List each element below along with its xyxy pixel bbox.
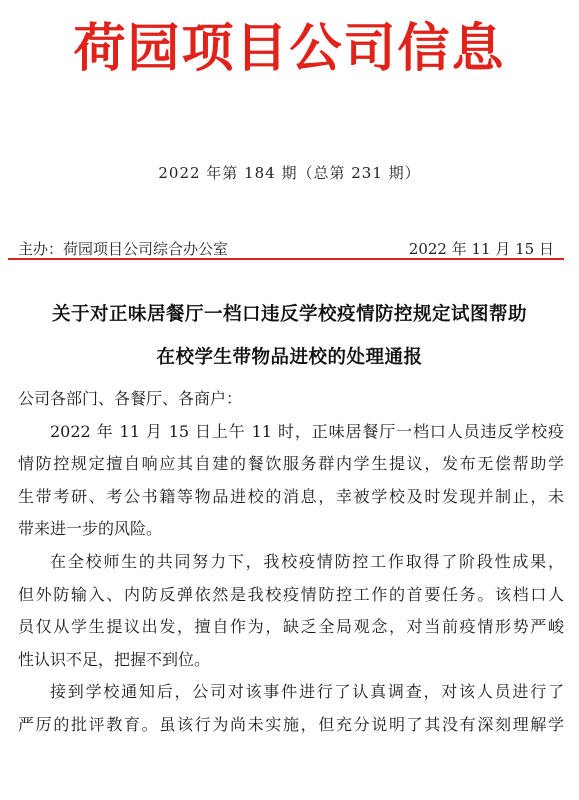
issue-date: 2022 年 11 月 15 日 [408,240,554,258]
salutation: 公司各部门、各餐厅、各商户： [18,389,243,408]
red-divider [8,258,564,260]
paragraph-2-line-3: 员仅从学生提议出发，擅自作为，缺乏全局观念，对当前疫情形势严峻 [18,617,564,637]
paragraph-2-line-4: 性认识不足，把握不到位。 [18,649,211,669]
masthead-title: 荷园项目公司信息 [73,18,506,79]
paragraph-2-line-2: 但外防输入、内防反弹依然是我校疫情防控工作的首要任务。该档口人 [18,584,564,604]
notice-title-line-2: 在校学生带物品进校的处理通报 [156,347,423,368]
paragraph-1-line-2: 情防控规定擅自响应其自建的餐饮服务群内学生提议，发布无偿帮助学 [18,454,564,474]
notice-body [18,383,564,742]
paragraph-1-line-1: 2022 年 11 月 15 日上午 11 时，正味居餐厅一档口人员违反学校疫 [50,421,564,441]
paragraph-1-line-3: 生带考研、考公书籍等物品进校的消息，幸被学校及时发现并制止，未 [18,486,564,506]
issue-number: 2022 年第 184 期（总第 231 期） [158,164,421,182]
sponsor-label: 主办：荷园项目公司综合办公室 [18,240,229,258]
sponsor-row [18,238,554,258]
paragraph-1-line-4: 带来进一步的风险。 [18,519,163,539]
paragraph-2-line-1: 在全校师生的共同努力下，我校疫情防控工作取得了阶段性成果， [50,551,564,571]
paragraph-3-line-2: 严厉的批评教育。虽该行为尚未实施，但充分说明了其没有深刻理解学 [18,714,564,734]
notice-title-line-1: 关于对正味居餐厅一档口违反学校疫情防控规定试图帮助 [51,304,527,325]
paragraph-3-line-1: 接到学校通知后，公司对该事件进行了认真调查，对该人员进行了 [50,682,564,702]
